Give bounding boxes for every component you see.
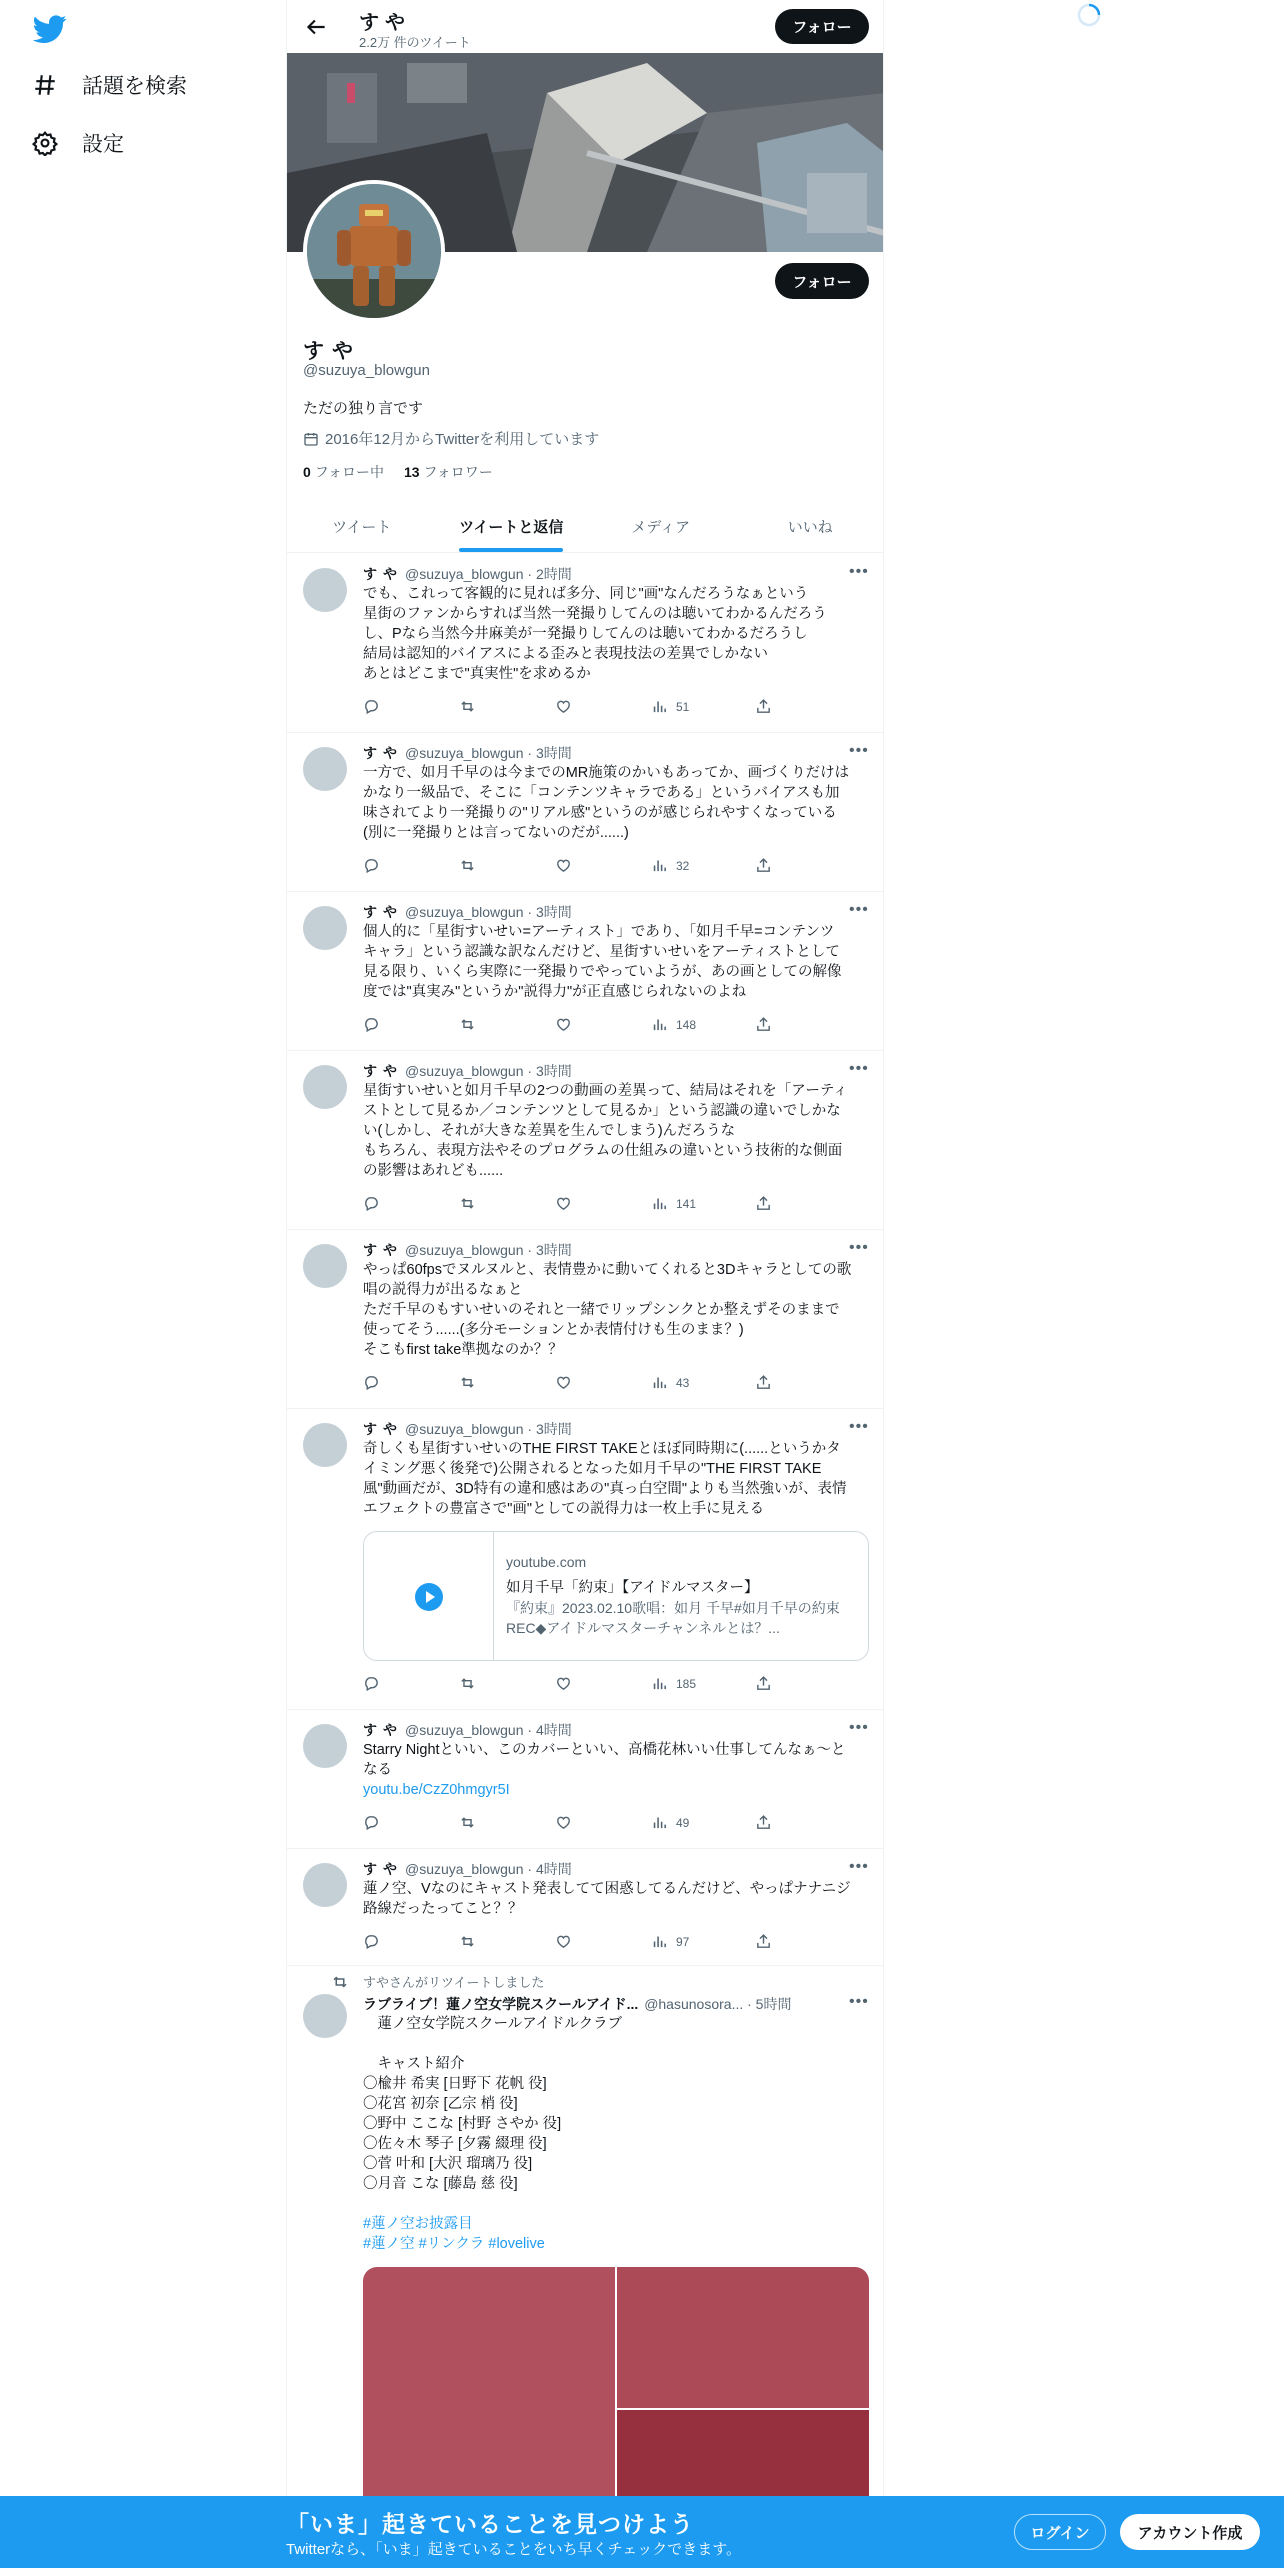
signup-button[interactable]: アカウント作成	[1120, 2514, 1260, 2550]
tweet-actions	[363, 1195, 793, 1215]
loading-spinner-icon	[1076, 2, 1102, 28]
reply-icon	[363, 1814, 380, 1831]
retweet-icon	[459, 698, 476, 715]
tweet-actions	[363, 1933, 793, 1953]
tweet-line: 個人的に「星街すいせい=アーティスト」であり、「如月千早=コンテンツ	[363, 924, 835, 940]
tweet-line: い(しかし、それが大きな差異を生んでしまう)んだろうな	[363, 1123, 736, 1139]
tweet-time[interactable]: · 3時間	[527, 745, 572, 761]
tweet-avatar[interactable]	[303, 1244, 347, 1288]
tab-media[interactable]: メディア	[631, 518, 691, 536]
tweet-author-handle[interactable]: @suzuya_blowgun	[405, 1242, 524, 1258]
more-icon[interactable]: •••	[849, 563, 869, 580]
followers-link[interactable]	[404, 462, 493, 482]
tweet-actions	[363, 1814, 793, 1834]
tweet-line: 〇菅 叶和 [大沢 瑠璃乃 役]	[363, 2156, 533, 2172]
tweet-author-handle[interactable]: @suzuya_blowgun	[405, 1063, 524, 1079]
tweet-line: 度では"真実み"というか"説得力"が正直感じられないのよね	[363, 984, 747, 1000]
tweet-avatar[interactable]	[303, 747, 347, 791]
signup-prompt-title: 「いま」起きていることを見つけよう	[286, 2511, 694, 2537]
share-icon	[755, 1195, 772, 1212]
signup-prompt-subtitle: Twitterなら、「いま」起きていることをいち早くチェックできます。	[286, 2541, 742, 2558]
tweet-actions	[363, 1016, 793, 1036]
tab-tweets-and-replies[interactable]: ツイートと返信	[437, 500, 587, 552]
views-button[interactable]	[651, 1374, 689, 1391]
tweet-actions	[363, 698, 793, 718]
more-icon[interactable]: •••	[849, 1719, 869, 1736]
tweet-avatar[interactable]	[303, 1724, 347, 1768]
tweet-item[interactable]	[287, 1409, 884, 1710]
tweet-time[interactable]: · 2時間	[527, 566, 572, 582]
reply-button[interactable]	[363, 698, 380, 715]
tweet-author-name[interactable]: すや	[363, 745, 403, 761]
card-thumbnail[interactable]	[364, 1532, 494, 1661]
hashtag-link[interactable]: #蓮ノ空お披露目	[363, 2216, 473, 2232]
views-button[interactable]	[651, 1016, 696, 1033]
tweet-time[interactable]: · 3時間	[527, 904, 572, 920]
like-button[interactable]	[555, 698, 572, 715]
following-label: フォロー中	[314, 464, 384, 480]
tweet-line: 〇野中 ここな [村野 さやか 役]	[363, 2116, 562, 2132]
following-link[interactable]	[303, 462, 384, 482]
tweet-actions	[363, 1374, 793, 1394]
tweet-line	[363, 2034, 873, 2054]
gear-icon	[32, 130, 58, 156]
tweet-line: 唱の説得力が出るなぁと	[363, 1282, 523, 1298]
views-button[interactable]	[651, 857, 689, 874]
tweet-item[interactable]	[287, 1051, 884, 1230]
header-tweet-count: 2.2万 件のツイート	[359, 35, 471, 50]
tweet-author-name[interactable]: すや	[363, 566, 403, 582]
tweet-avatar[interactable]	[303, 1423, 347, 1467]
tweet-line: あとはどこまで"真実性"を求めるか	[363, 666, 591, 682]
tweet-line: 見る限り、いくら実際に一発撮りでやっていようが、あの画としての解像	[363, 964, 842, 980]
share-button[interactable]	[755, 857, 772, 874]
tweet-line: そこもfirst take準拠なのか？？	[363, 1342, 563, 1358]
profile-avatar[interactable]	[303, 180, 445, 322]
heart-icon	[555, 1374, 572, 1391]
share-button[interactable]	[755, 698, 772, 715]
tweet-line: 使ってそう......(多分モーションとか表情付けも生のまま？)	[363, 1322, 744, 1338]
tweet-author-handle[interactable]: @suzuya_blowgun	[405, 904, 524, 920]
profile-tabs	[287, 500, 884, 553]
nav-explore[interactable]	[32, 70, 187, 100]
login-button[interactable]: ログイン	[1014, 2514, 1106, 2550]
profile-header-bar	[287, 0, 884, 53]
reply-button[interactable]	[363, 857, 380, 874]
joined-text: 2016年12月からTwitterを利用しています	[325, 431, 600, 448]
bar-chart-icon	[651, 1374, 668, 1391]
retweet-button[interactable]	[459, 698, 476, 715]
heart-icon	[555, 1195, 572, 1212]
tweet-line: でも、これって客観的に見れば多分、同じ"画"なんだろうなぁという	[363, 586, 809, 602]
share-button[interactable]	[755, 1195, 772, 1212]
more-icon[interactable]: •••	[849, 1239, 869, 1256]
nav-explore-label: 話題を検索	[82, 75, 187, 98]
media-image[interactable]	[617, 2267, 869, 2408]
heart-icon	[555, 1933, 572, 1950]
tweet-item[interactable]	[287, 1710, 884, 1849]
share-icon	[755, 1016, 772, 1033]
tweet-author-name[interactable]: すや	[363, 1722, 403, 1738]
tweet-line: (別に一発撮りとは言ってないのだが......)	[363, 825, 629, 841]
back-arrow-icon[interactable]	[303, 14, 329, 40]
tweet-line: 結局は認知的バイアスによる歪みと表現技法の差異でしかない	[363, 646, 768, 662]
share-button[interactable]	[755, 1016, 772, 1033]
view-count: 51	[676, 699, 690, 714]
tweet-text	[363, 1879, 873, 1919]
share-icon	[755, 1933, 772, 1950]
tweet-author-name[interactable]: すや	[363, 1063, 403, 1079]
tweet-author-handle[interactable]: @suzuya_blowgun	[405, 1861, 524, 1877]
retweet-icon	[459, 1814, 476, 1831]
tab-likes[interactable]: いいね	[787, 518, 833, 536]
profile-display-name: すや	[303, 340, 361, 363]
card-domain: youtube.com	[506, 1554, 587, 1570]
tweet-text	[363, 922, 873, 1002]
reply-button[interactable]	[363, 1016, 380, 1033]
retweet-button[interactable]	[459, 1374, 476, 1391]
views-button[interactable]	[651, 1814, 689, 1831]
view-count: 32	[676, 858, 690, 873]
header-display-name: すや	[359, 12, 411, 34]
tweet-line: Starry Nightといい、このカバーといい、高橋花林いい仕事してんなぁ〜と	[363, 1742, 846, 1758]
tweet-header	[363, 564, 572, 584]
tweet-avatar[interactable]	[303, 1065, 347, 1109]
retweet-button[interactable]	[459, 857, 476, 874]
tweet-text	[363, 1081, 873, 1181]
tweet-time[interactable]: · 3時間	[527, 1242, 572, 1258]
heart-icon	[555, 698, 572, 715]
tweet-line: 〇楡井 希実 [日野下 花帆 役]	[363, 2076, 547, 2092]
retweet-icon	[459, 1374, 476, 1391]
tweet-text	[363, 584, 873, 684]
profile-bio: ただの独り言です	[303, 400, 424, 417]
share-button[interactable]	[755, 1814, 772, 1831]
tweet-item[interactable]	[287, 733, 884, 892]
nav-settings[interactable]	[32, 128, 124, 158]
tweet-header	[363, 1994, 791, 2014]
bar-chart-icon	[651, 698, 668, 715]
tweet-text	[363, 1740, 873, 1800]
tweet-time[interactable]: · 5時間	[747, 1996, 792, 2012]
calendar-icon	[303, 431, 319, 447]
share-icon	[755, 698, 772, 715]
more-icon[interactable]: •••	[849, 1858, 869, 1875]
heart-icon	[555, 1016, 572, 1033]
retweet-icon	[459, 1195, 476, 1212]
tweet-line: かなり一級品で、そこに「コンテンツキャラである」というバイアスも加	[363, 785, 840, 801]
reply-button[interactable]	[363, 1195, 380, 1212]
tweet-text	[363, 1439, 873, 1519]
reply-icon	[363, 1675, 380, 1692]
tweet-line: 風"動画だが、3D特有の違和感はあの"真っ白空間"よりも当然強いが、表情	[363, 1481, 847, 1497]
tweet-line: し、Pなら当然今井麻美が一発撮りしてんのは聴いてわかるだろうし	[363, 626, 808, 642]
retweet-label: すやさんがリツイートしました	[363, 1975, 545, 1990]
tweet-line: 〇月音 こな [藤島 慈 役]	[363, 2176, 518, 2192]
view-count: 43	[676, 1375, 690, 1390]
share-icon	[755, 857, 772, 874]
reply-button[interactable]	[363, 1675, 380, 1692]
like-button[interactable]	[555, 1195, 572, 1212]
tweet-time[interactable]: · 4時間	[527, 1722, 572, 1738]
tweet-author-name[interactable]: すや	[363, 904, 403, 920]
retweet-button[interactable]	[459, 1016, 476, 1033]
tweet-time[interactable]: · 3時間	[527, 1063, 572, 1079]
tweet-line: 路線だったってこと？？	[363, 1901, 523, 1917]
tweet-time[interactable]: · 4時間	[527, 1861, 572, 1877]
tweet-line: やっぱ60fpsでヌルヌルと、表情豊かに動いてくれると3Dキャラとしての歌	[363, 1262, 852, 1278]
tweet-text	[363, 1260, 873, 1360]
tweet-header	[363, 1720, 572, 1740]
tweet-line: なる	[363, 1762, 392, 1778]
hashtag-link[interactable]: #蓮ノ空 #リンクラ #lovelive	[363, 2236, 545, 2252]
retweet-icon	[459, 1675, 476, 1692]
bar-chart-icon	[651, 1195, 668, 1212]
header-follow-button[interactable]: フォロー	[775, 9, 869, 44]
tweet-author-handle[interactable]: @hasunosora...	[644, 1996, 744, 2012]
retweet-button[interactable]	[459, 1195, 476, 1212]
tweet-line: 蓮ノ空、Vなのにキャスト発表してて困惑してるんだけど、やっぱナナニジ	[363, 1881, 851, 1897]
retweet-icon	[459, 1933, 476, 1950]
tweet-author-handle[interactable]: @suzuya_blowgun	[405, 1421, 524, 1437]
bar-chart-icon	[651, 1933, 668, 1950]
tweet-text	[363, 2014, 873, 2254]
profile-handle: @suzuya_blowgun	[303, 362, 430, 379]
retweet-button[interactable]	[459, 1675, 476, 1692]
left-sidebar	[0, 0, 286, 2568]
tweet-author-name[interactable]: すや	[363, 1861, 403, 1877]
heart-icon	[555, 1814, 572, 1831]
share-button[interactable]	[755, 1374, 772, 1391]
like-button[interactable]	[555, 1814, 572, 1831]
retweet-icon	[331, 1973, 349, 1991]
heart-icon	[555, 1675, 572, 1692]
profile-joined-date	[303, 428, 599, 449]
tweet-header	[363, 1419, 572, 1439]
tweet-header	[363, 1859, 572, 1879]
tweet-line: エフェクトの豊富さで"画"としての説得力は一枚上手に見える	[363, 1501, 765, 1517]
tweet-header	[363, 1061, 572, 1081]
tweet-link[interactable]: youtu.be/CzZ0hmgyr5I	[363, 1782, 510, 1798]
tweet-line: もちろん、表現方法やそのプログラムの仕組みの違いという技術的な側面	[363, 1143, 843, 1159]
like-button[interactable]	[555, 1374, 572, 1391]
retweet-button[interactable]	[459, 1814, 476, 1831]
share-icon	[755, 1374, 772, 1391]
views-button[interactable]	[651, 1195, 696, 1212]
tweet-item[interactable]	[287, 892, 884, 1051]
like-button[interactable]	[555, 1016, 572, 1033]
share-button[interactable]	[755, 1675, 772, 1692]
share-button[interactable]	[755, 1933, 772, 1950]
retweet-indicator	[331, 1972, 544, 1991]
tweet-avatar[interactable]	[303, 1863, 347, 1907]
profile-timeline	[286, 0, 884, 2568]
tweet-item[interactable]	[287, 554, 884, 733]
twitter-bird-icon[interactable]	[30, 12, 70, 46]
view-count: 141	[676, 1196, 697, 1211]
tweet-avatar[interactable]	[303, 568, 347, 612]
retweet-button[interactable]	[459, 1933, 476, 1950]
tab-tweets[interactable]: ツイート	[332, 518, 392, 536]
bar-chart-icon	[651, 1016, 668, 1033]
tweet-header	[363, 1240, 572, 1260]
tweet-line: 蓮ノ空女学院スクールアイドルクラブ	[363, 2016, 623, 2032]
like-button[interactable]	[555, 1675, 572, 1692]
signup-prompt-bar	[0, 2496, 1284, 2568]
profile-follow-stats	[303, 462, 493, 482]
tweet-actions	[363, 857, 793, 877]
reply-button[interactable]	[363, 1374, 380, 1391]
bar-chart-icon	[651, 857, 668, 874]
followers-label: フォロワー	[423, 464, 493, 480]
more-icon[interactable]: •••	[849, 901, 869, 918]
share-icon	[755, 1675, 772, 1692]
tweet-header	[363, 743, 572, 763]
view-count: 49	[676, 1815, 690, 1830]
tweet-author-handle[interactable]: @suzuya_blowgun	[405, 745, 524, 761]
tweet-line: 奇しくも星街すいせいのTHE FIRST TAKEとほぼ同時期に(......というかタ	[363, 1441, 841, 1457]
tweet-line: 〇佐々木 琴子 [夕霧 綴理 役]	[363, 2136, 547, 2152]
nav-settings-label: 設定	[82, 133, 124, 156]
tweet-line: の影響はあれども......	[363, 1163, 504, 1179]
tweet-author-handle[interactable]: @suzuya_blowgun	[405, 566, 524, 582]
following-count: 0	[303, 464, 311, 480]
tweet-author-name[interactable]: すや	[363, 1421, 403, 1437]
tweet-line: イミング悪く後発で)公開されるとなった如月千早の"THE FIRST TAKE	[363, 1461, 822, 1477]
tweet-line: キャラ」という認識な訳なんだけど、星街すいせいをアーティストとして	[363, 944, 840, 960]
tweet-item[interactable]	[287, 1230, 884, 1409]
retweet-icon	[459, 1016, 476, 1033]
reply-button[interactable]	[363, 1814, 380, 1831]
like-button[interactable]	[555, 857, 572, 874]
reply-icon	[363, 857, 380, 874]
reply-icon	[363, 1016, 380, 1033]
hashtag-icon	[32, 72, 58, 98]
reply-icon	[363, 1933, 380, 1950]
tweet-header	[363, 902, 572, 922]
view-count: 97	[676, 1934, 690, 1949]
tweet-line: ただ千早のもすいせいのそれと一緒でリップシンクとか整えずそのままで	[363, 1302, 840, 1318]
tweet-avatar[interactable]	[303, 1994, 347, 2038]
tweet-line: 一方で、如月千早のは今までのMR施策のかいもあってか、画づくりだけは	[363, 765, 850, 781]
views-button[interactable]	[651, 698, 689, 715]
views-button[interactable]	[651, 1933, 689, 1950]
tweet-line: キャスト紹介	[363, 2056, 465, 2072]
tweet-author-handle[interactable]: @suzuya_blowgun	[405, 1722, 524, 1738]
card-title: 如月千早「約束」【アイドルマスター】	[506, 1580, 759, 1596]
retweet-icon	[459, 857, 476, 874]
views-button[interactable]	[651, 1675, 696, 1692]
tweet-author-name[interactable]: ラブライブ！蓮ノ空女学院スクールアイド...	[363, 1996, 639, 2012]
tweet-time[interactable]: · 3時間	[527, 1421, 572, 1437]
like-button[interactable]	[555, 1933, 572, 1950]
followers-count: 13	[404, 464, 420, 480]
reply-button[interactable]	[363, 1933, 380, 1950]
bar-chart-icon	[651, 1675, 668, 1692]
reply-icon	[363, 1195, 380, 1212]
tweet-author-name[interactable]: すや	[363, 1242, 403, 1258]
view-count: 148	[676, 1017, 697, 1032]
view-count: 185	[676, 1676, 697, 1691]
tweet-actions	[363, 1675, 793, 1695]
reply-icon	[363, 1374, 380, 1391]
tweet-line: 味されてより一発撮りの"リアル感"というのが感じられやすくなっている	[363, 805, 837, 821]
more-icon[interactable]: •••	[849, 1993, 869, 2010]
more-icon[interactable]: •••	[849, 742, 869, 759]
play-icon[interactable]	[414, 1582, 444, 1612]
more-icon[interactable]: •••	[849, 1060, 869, 1077]
tweet-line: ストとして見るか／コンテンツとして見るか」という認識の違いでしかな	[363, 1103, 841, 1119]
tweet-line: 〇花宮 初奈 [乙宗 梢 役]	[363, 2096, 518, 2112]
more-icon[interactable]: •••	[849, 1418, 869, 1435]
tweet-line: 星街のファンからすれば当然一発撮りしてんのは聴いてわかるんだろう	[363, 606, 827, 622]
bar-chart-icon	[651, 1814, 668, 1831]
heart-icon	[555, 857, 572, 874]
share-icon	[755, 1814, 772, 1831]
tweet-item[interactable]	[287, 1849, 884, 1966]
tweet-text	[363, 763, 873, 843]
tweet-line: 星街すいせいと如月千早の2つの動画の差異って、結局はそれを「アーティ	[363, 1083, 848, 1099]
profile-follow-button[interactable]: フォロー	[775, 263, 869, 299]
card-description: 『約束』2023.02.10歌唱：如月 千早#如月千早の約束REC◆アイドルマスターチャンネルとは？...	[506, 1600, 840, 1636]
link-preview-card[interactable]	[363, 1531, 869, 1661]
tweet-avatar[interactable]	[303, 906, 347, 950]
reply-icon	[363, 698, 380, 715]
